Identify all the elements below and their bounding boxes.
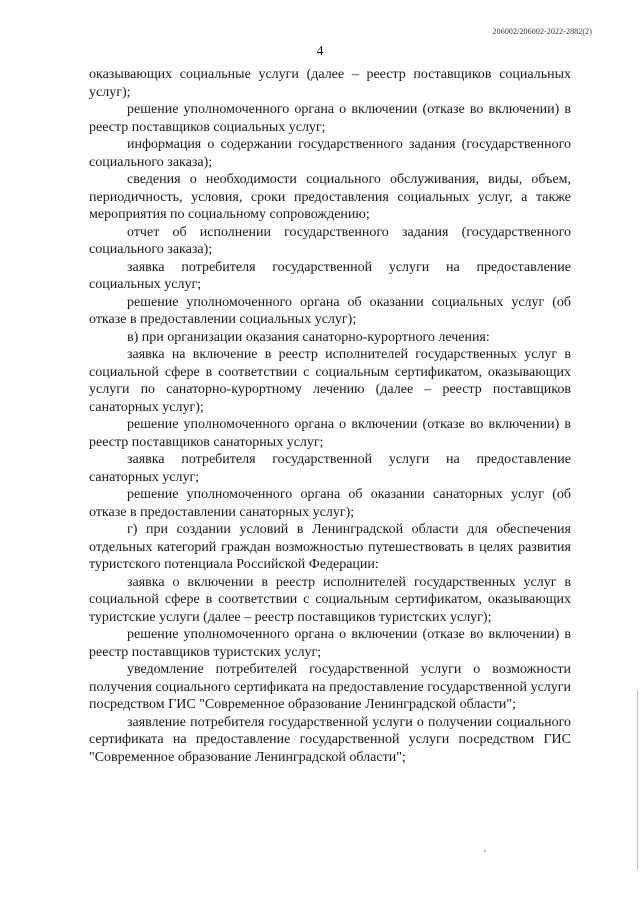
paragraph: заявка о включении в реестр исполнителей государственных услуг в социальной сфере в соответствии с социальным сертификатом, оказывающих туристские услуги (далее – реестр поставщиков туристских услуг); xyxy=(89,574,571,625)
paragraph: решение уполномоченного органа о включении (отказе во включении) в реестр поставщиков туристских услуг; xyxy=(89,627,571,660)
paragraph: решение уполномоченного органа об оказании социальных услуг (об отказе в предоставлении социальных услуг); xyxy=(89,294,571,327)
paragraph: в) при организации оказания санаторно-курортного лечения: xyxy=(127,329,490,345)
paragraph: уведомление потребителей государственной услуги о возможности получения социального сертификата на предоставление государственной услуги посредством ГИС "Современное образование Ленинградской области"; xyxy=(89,662,571,712)
paragraph: оказывающих социальные услуги (далее – реестр поставщиков социальных услуг); xyxy=(89,67,571,100)
paragraph: информация о содержании государственного задания (государственного социального заказа); xyxy=(89,137,571,170)
page-number: 4 xyxy=(316,44,324,59)
paragraph: заявка на включение в реестр исполнителей государственных услуг в социальной сфере в соответствии с социальным сертификатом, оказывающих услуги по санаторно-курортному лечению (далее – реестр поставщиков санаторных услуг); xyxy=(89,347,571,415)
paragraph: решение уполномоченного органа о включении (отказе во включении) в реестр поставщиков санаторных услуг; xyxy=(89,417,571,450)
document-id: 206002/206002-2022-2882(2) xyxy=(492,27,592,36)
scan-edge-line xyxy=(637,690,638,870)
paragraph: заявка потребителя государственной услуги на предоставление санаторных услуг; xyxy=(89,452,571,485)
paragraph: отчет об исполнении государственного задания (государственного социального заказа); xyxy=(89,224,571,257)
paragraph: г) при создании условий в Ленинградской области для обеспечения отдельных категорий граждан возможностью путешествовать в целях развития туристского потенциала Российской Федерации: xyxy=(89,522,571,572)
paragraph: заявление потребителя государственной услуги о получении социального сертификата на предоставление государственной услуги посредством ГИС "Современное образование Ленинградской области"; xyxy=(89,714,571,765)
scan-speck xyxy=(484,850,486,852)
paragraph: решение уполномоченного органа о включении (отказе во включении) в реестр поставщиков социальных услуг; xyxy=(89,102,571,135)
paragraph: заявка потребителя государственной услуги на предоставление социальных услуг; xyxy=(89,259,571,292)
document-body xyxy=(89,66,571,766)
paragraph: сведения о необходимости социального обслуживания, виды, объем, периодичность, условия, сроки предоставления социальных услуг, а также мероприятия по социальному сопровождению; xyxy=(89,172,571,222)
paragraph: решение уполномоченного органа об оказании санаторных услуг (об отказе в предоставлении санаторных услуг); xyxy=(89,487,571,520)
